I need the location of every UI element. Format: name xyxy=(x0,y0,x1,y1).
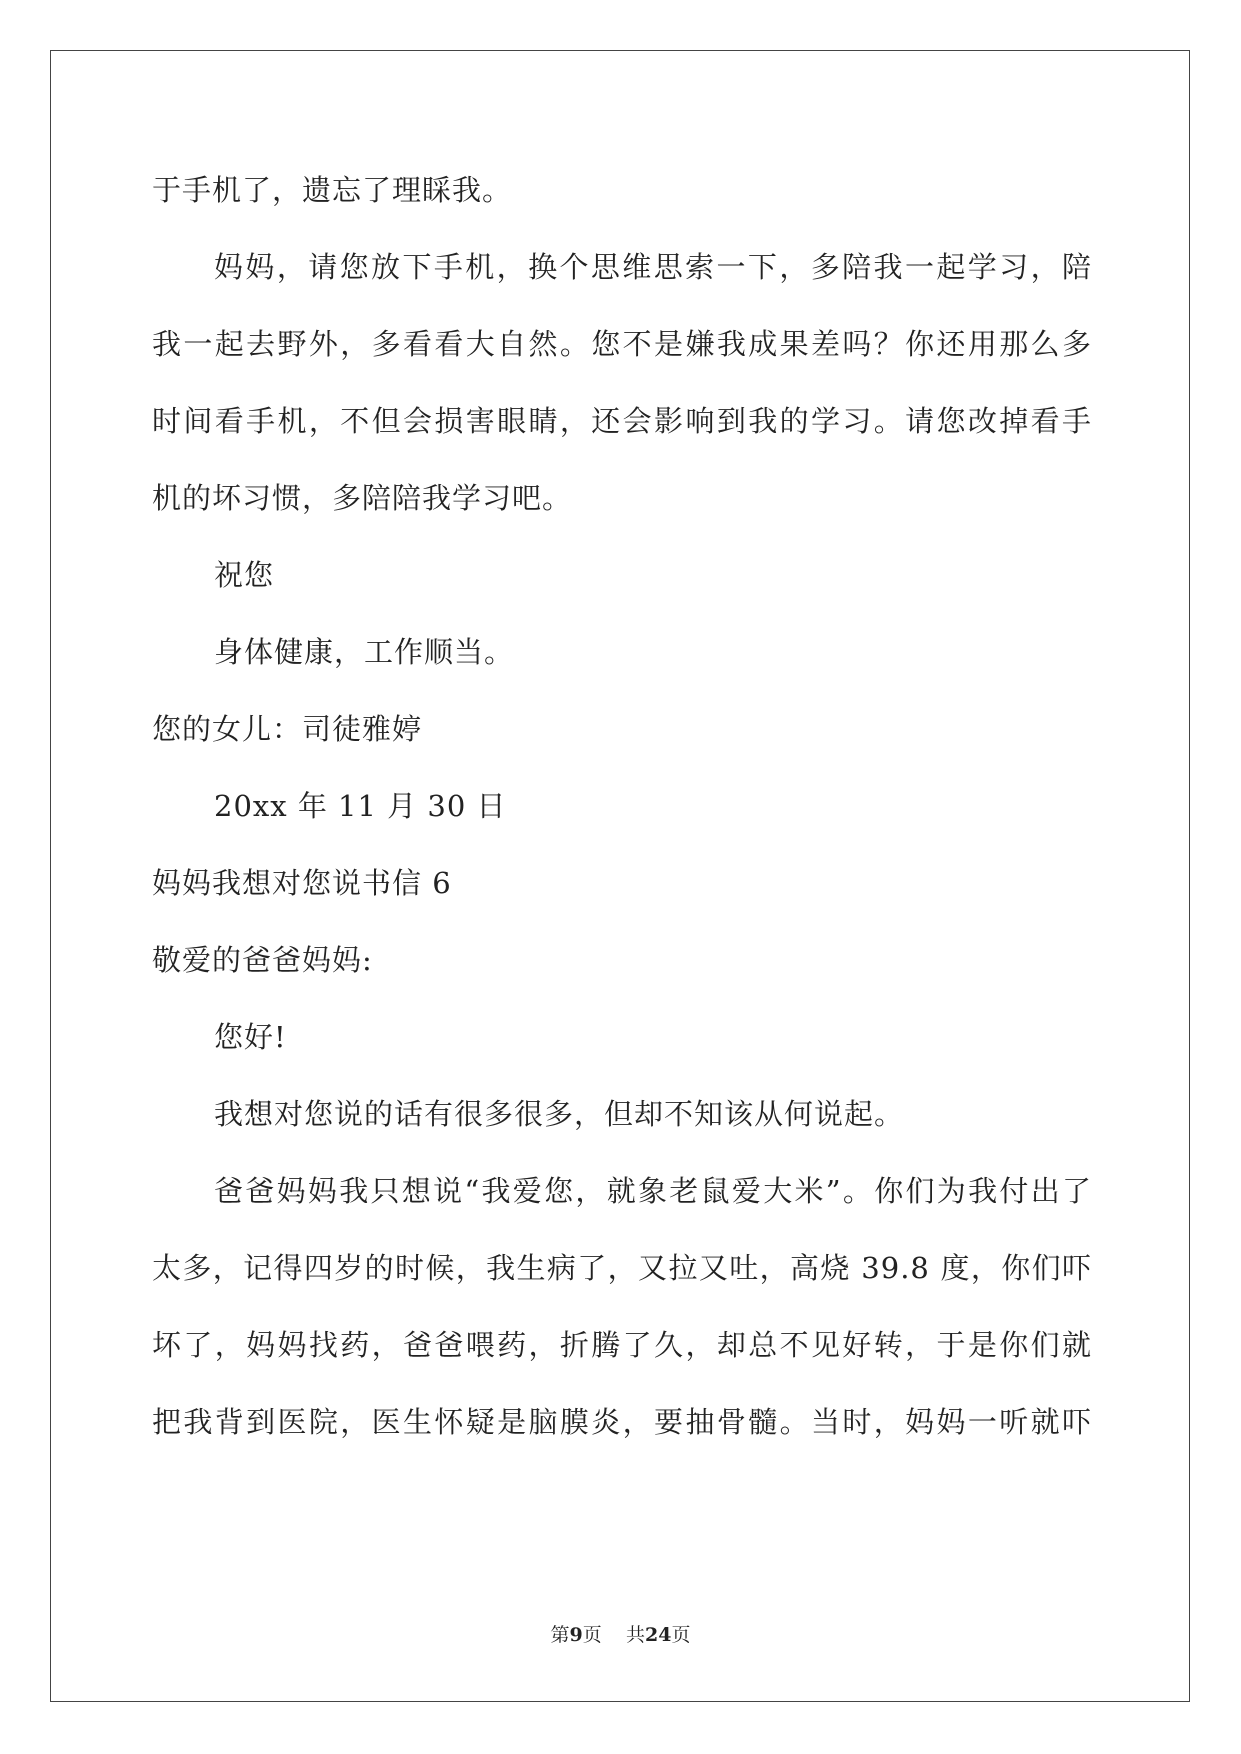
text-line-13: 我想对您说的话有很多很多，但却不知该从何说起。 xyxy=(214,1097,905,1131)
closing-salutation: 祝您 xyxy=(214,558,275,592)
footer-page-unit: 页 xyxy=(582,1624,602,1646)
text-line-4: 时间看手机，不但会损害眼睛，还会影响到我的学习。请您改掉看手 xyxy=(152,404,1092,438)
text-line-15: 太多，记得四岁的时候，我生病了，又拉又吐，高烧 39.8 度，你们吓 xyxy=(152,1251,1092,1285)
text-line-3: 我一起去野外，多看看大自然。您不是嫌我成果差吗？你还用那么多 xyxy=(152,327,1092,361)
text-line-2: 妈妈，请您放下手机，换个思维思索一下，多陪我一起学习，陪 xyxy=(214,250,1092,284)
text-line-14: 爸爸妈妈我只想说“我爱您，就象老鼠爱大米”。你们为我付出了 xyxy=(214,1174,1092,1208)
current-page-number: 9 xyxy=(569,1624,583,1646)
letter-title: 妈妈我想对您说书信 6 xyxy=(152,866,452,900)
text-line-17: 把我背到医院，医生怀疑是脑膜炎，要抽骨髓。当时，妈妈一听就吓 xyxy=(152,1405,1092,1439)
greeting-hello: 您好! xyxy=(214,1020,287,1054)
footer-total-unit: 页 xyxy=(671,1624,691,1646)
greeting-addressee: 敬爱的爸爸妈妈: xyxy=(152,943,373,977)
footer-prefix: 第 xyxy=(550,1624,570,1646)
signature-line: 您的女儿：司徒雅婷 xyxy=(152,712,423,746)
text-line-16: 坏了，妈妈找药，爸爸喂药，折腾了久，却总不见好转，于是你们就 xyxy=(152,1328,1092,1362)
date-line: 20xx 年 11 月 30 日 xyxy=(214,789,507,823)
total-page-count: 24 xyxy=(644,1624,672,1646)
text-line-5: 机的坏习惯，多陪陪我学习吧。 xyxy=(152,481,573,515)
closing-wish: 身体健康，工作顺当。 xyxy=(214,635,515,669)
footer-total-prefix: 共 xyxy=(625,1624,645,1646)
text-line-1: 于手机了，遗忘了理睬我。 xyxy=(152,173,513,207)
page-footer xyxy=(0,1622,1241,1648)
